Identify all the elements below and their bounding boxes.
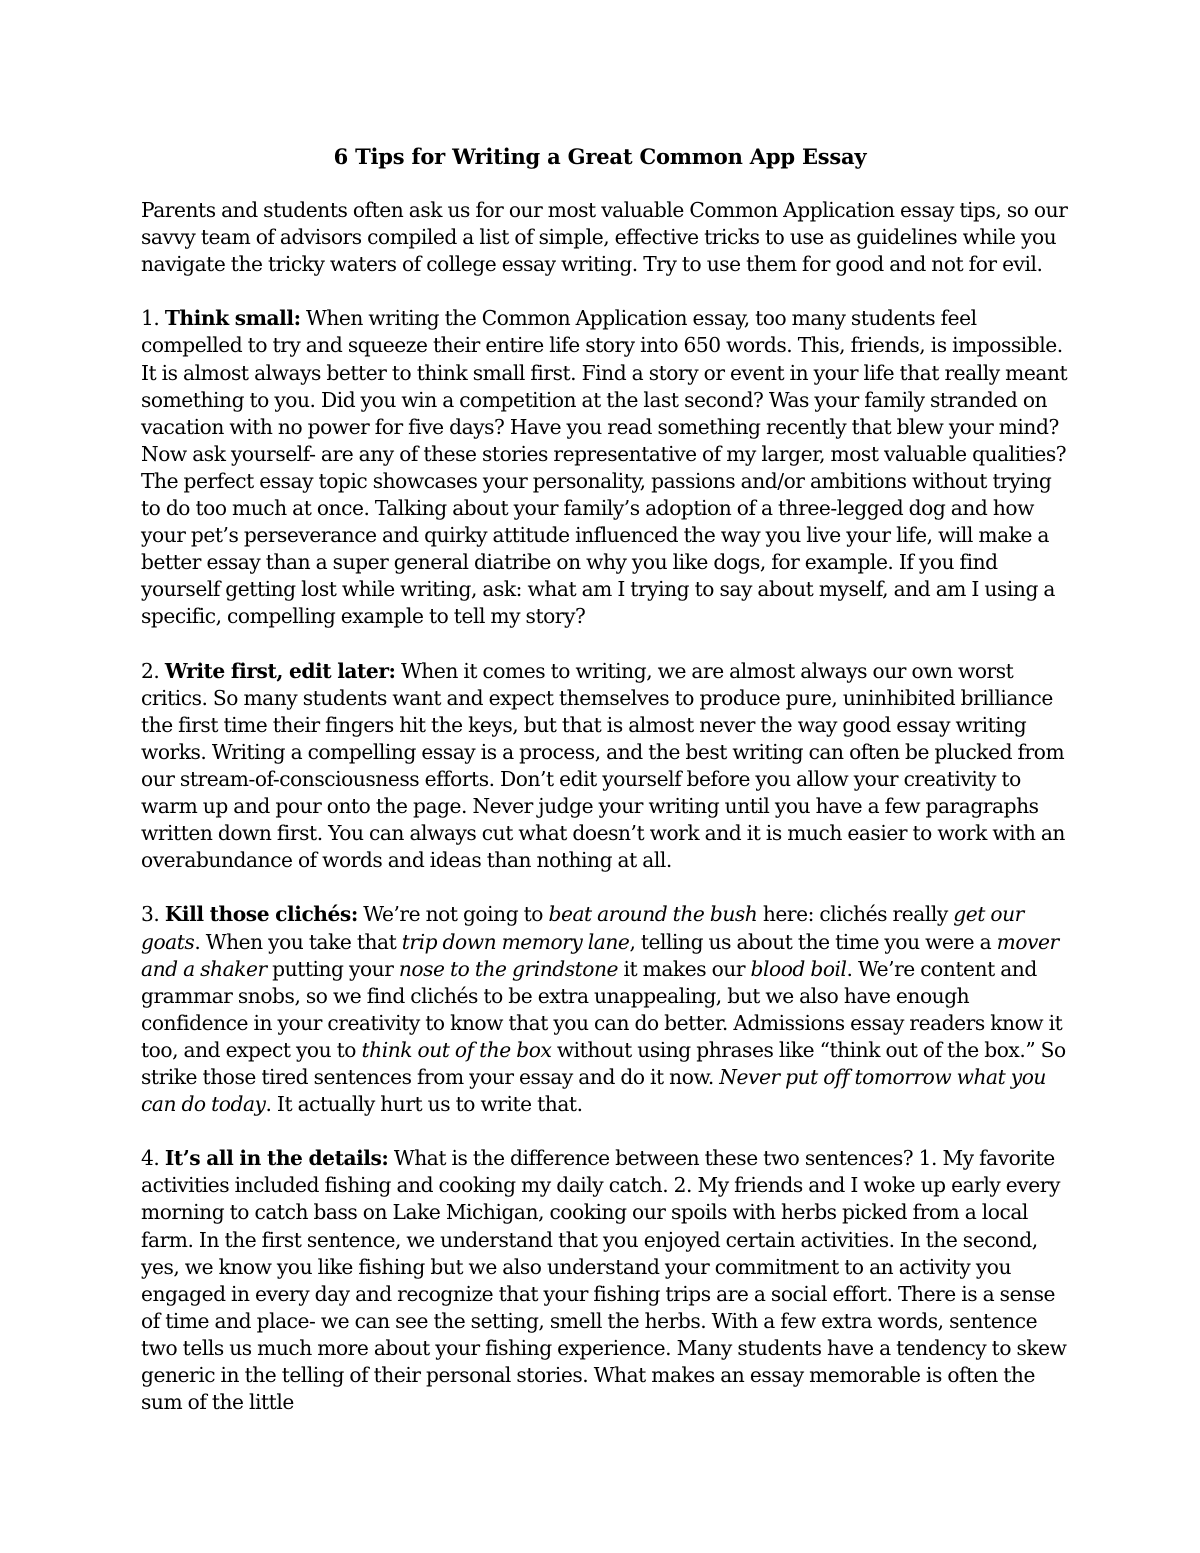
document-body [141, 197, 1071, 1443]
tip-3-heading: Kill those clichés: [164, 902, 358, 927]
tip-3-text: We’re not going to [357, 902, 549, 927]
tip-4-paragraph [141, 1145, 1071, 1416]
tip-3-text: putting your [266, 956, 399, 981]
tip-4-heading: It’s all in the details: [164, 1146, 389, 1171]
tip-2-text: When it comes to writing, we are almost always our own worst critics. So many students want and expect themselves to produce pure, uninhibited brilliance the first time their fingers hit the keys, but that is almost never the way good essay writing works. Writing a compelling essay is a process, and the best writing can often be plucked from our stream-of-consciousness efforts. Don’t edit yourself before you allow your creativity to warm up and pour onto the page. Never judge your writing until you have a few paragraphs written down first. You can always cut what doesn’t work and it is much easier to work with an overabundance of words and ideas than nothing at all. [141, 658, 1065, 873]
tip-3-number: 3. [141, 902, 165, 927]
intro-paragraph: Parents and students often ask us for our most valuable Common Application essay tips, so our savvy team of advisors compiled a list of simple, effective tricks to use as guidelines while you navigate the tricky waters of college essay writing. Try to use them for good and not for evil. [141, 198, 1068, 277]
tip-3-paragraph [141, 901, 1071, 1118]
tip-3-italic-phrase: mover and a shaker [141, 929, 1059, 981]
tip-3-italic-phrase: nose to the grindstone [398, 956, 619, 981]
tip-1-number: 1. [141, 306, 165, 331]
tip-1-paragraph [141, 305, 1071, 630]
tip-3-text: without using phrases like “think out of the box.” So strike those tired sentences from your essay and do it now. [141, 1037, 1066, 1089]
tip-1-heading: Think small: [164, 306, 301, 331]
tip-3-italic-phrase: trip down memory lane [401, 929, 630, 954]
tip-2-number: 2. [141, 658, 165, 683]
tip-3-text: . We’re content and grammar snobs, so we find clichés to be extra unappealing, but we also have enough confidence in your creativity to know that you can do better. Admissions essay readers know it too, and expect you to [141, 956, 1063, 1062]
tip-3-text: . When you take that [194, 929, 402, 954]
tip-4-number: 4. [141, 1146, 165, 1171]
tip-3-text: here: clichés really [757, 902, 954, 927]
tip-1-text: When writing the Common Application essay, too many students feel compelled to try and squeeze their entire life story into 650 words. This, friends, is impossible. It is almost always better to think small first. Find a story or event in your life that really meant something to you. Did you win a competition at the last second? Was your family stranded on vacation with no power for five days? Have you read something recently that blew your mind? Now ask yourself- are any of these stories representative of my larger, most valuable qualities? The perfect essay topic showcases your personality, passions and/or ambitions without trying to do too much at once. Talking about your family’s adoption of a three-legged dog and how your pet’s perseverance and quirky attitude influenced the way you live your life, will make a better essay than a super general diatribe on why you like dogs, for example. If you find yourself getting lost while writing, ask: what am I trying to say about myself, and am I using a specific, compelling example to tell my story? [141, 306, 1068, 629]
tip-4-text: What is the difference between these two sentences? 1. My favorite activities included fishing and cooking my daily catch. 2. My friends and I woke up early every morning to catch bass on Lake Michigan, cooking our spoils with herbs picked from a local farm. In the first sentence, we understand that you enjoyed certain activities. In the second, yes, we know you like fishing but we also understand your commitment to an activity you engaged in every day and recognize that your fishing trips are a social effort. There is a sense of time and place- we can see the setting, smell the herbs. With a few extra words, sentence two tells us much more about your fishing experience. Many students have a tendency to skew generic in the telling of their personal stories. What makes an essay memorable is often the sum of the little [141, 1146, 1067, 1415]
tip-3-text: it makes our [618, 956, 751, 981]
document-title: 6 Tips for Writing a Great Common App Essay [333, 144, 867, 169]
tip-3-italic-phrase: blood boil [750, 956, 847, 981]
tip-2-heading: Write first, edit later: [164, 658, 396, 683]
tip-3-italic-phrase: Never put off tomorrow what you can do today [141, 1065, 1046, 1117]
tip-2-paragraph [141, 658, 1071, 875]
tip-3-italic-phrase: think out of the box [361, 1037, 552, 1062]
tip-3-italic-phrase: beat around the bush [548, 902, 758, 927]
tip-3-text: . It actually hurt us to write that. [265, 1092, 583, 1117]
tip-3-italic-phrase: get our goats [141, 902, 1024, 954]
tip-3-text: , telling us about the time you were a [629, 929, 997, 954]
